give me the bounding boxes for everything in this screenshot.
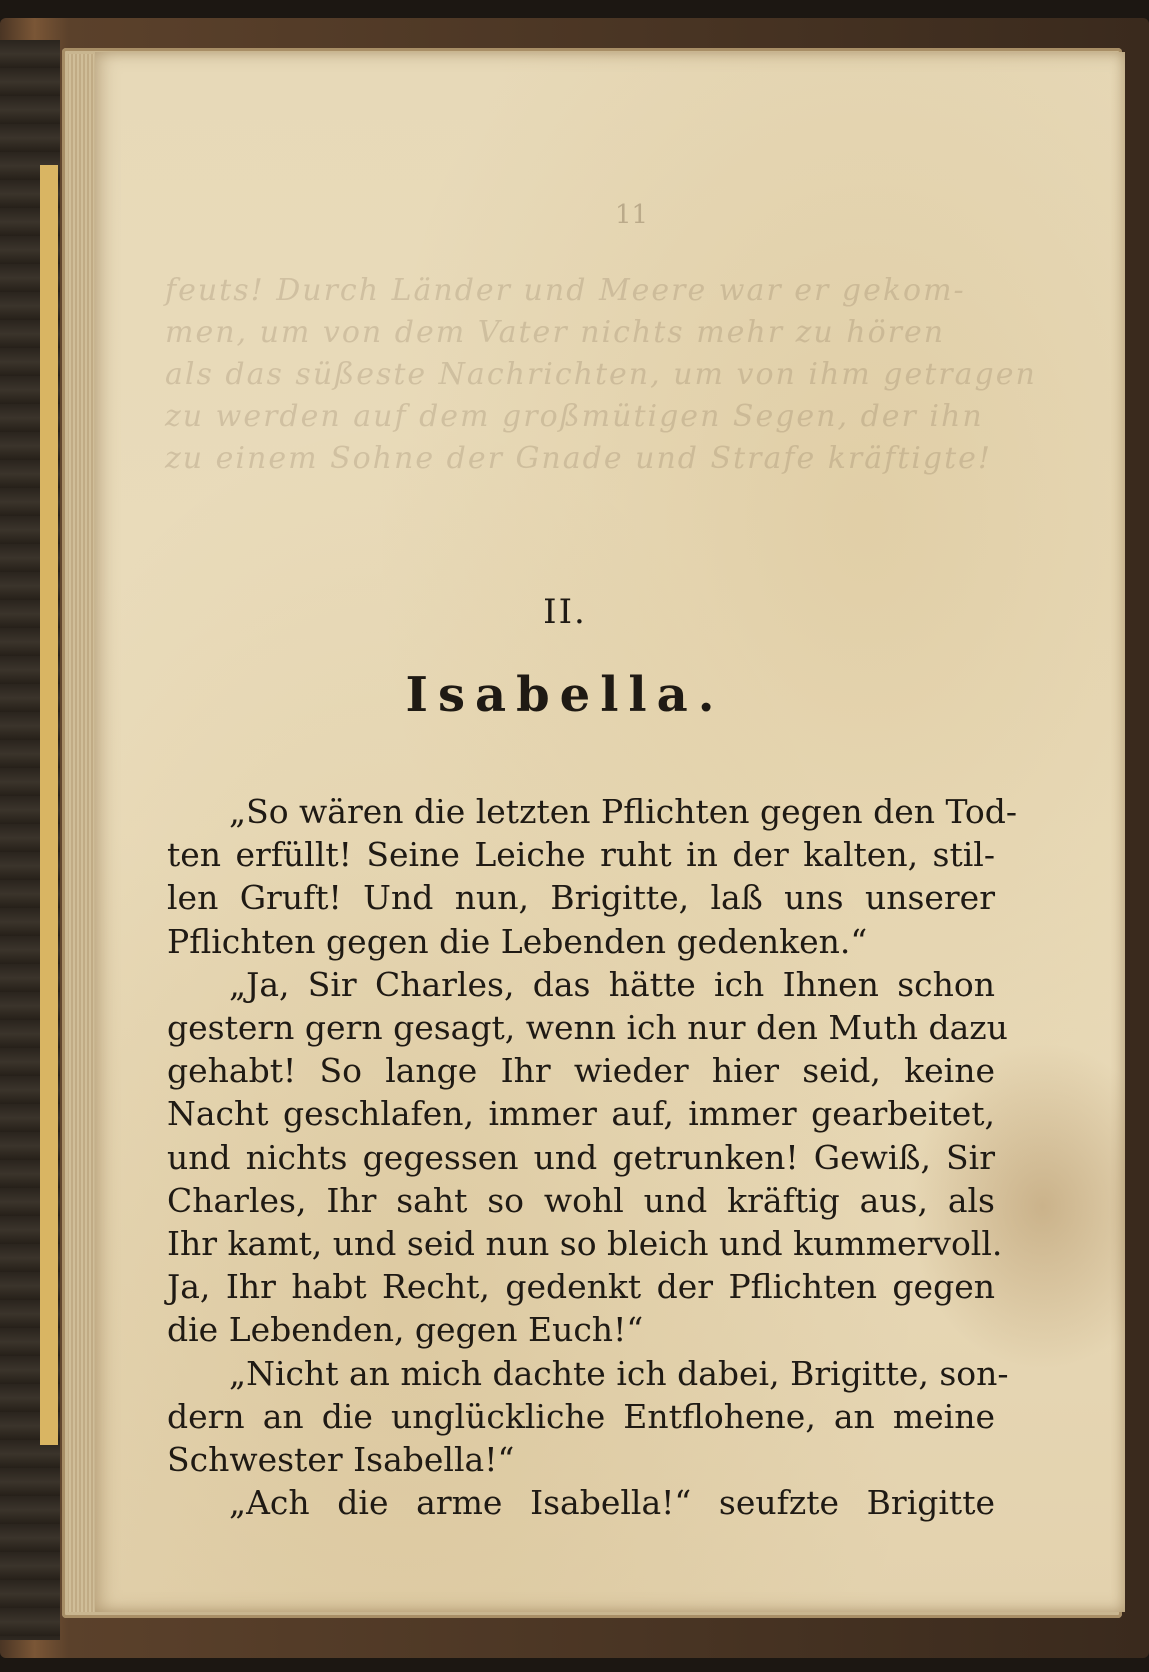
chapter-numeral: II. (543, 592, 587, 632)
text-line: gehabt! So lange Ihr wieder hier seid, keine (167, 1051, 995, 1091)
text-line: Ihr kamt, und seid nun so bleich und kummervoll. (167, 1224, 1003, 1264)
text-line: dern an die unglückliche Entflohene, an meine (167, 1396, 995, 1436)
show-through-line: feuts! Durch Länder und Meere war er gekom- (165, 273, 966, 308)
text-line: Schwester Isabella!“ (167, 1440, 515, 1480)
show-through-line: zu einem Sohne der Gnade und Strafe kräftigte! (165, 441, 992, 476)
show-through-line: zu werden auf dem großmütigen Segen, der ihn (165, 399, 984, 434)
body-text (167, 790, 1018, 1524)
page-paper (95, 52, 1125, 1612)
text-line: Nacht geschlafen, immer auf, immer gearbeitet, (167, 1094, 995, 1134)
paragraph (167, 790, 1018, 963)
text-line: gestern gern gesagt, wenn ich nur den Muth dazu (167, 1008, 1008, 1048)
text-line: und nichts gegessen und getrunken! Gewiß, Sir (167, 1137, 995, 1177)
show-through-line: men, um von dem Vater nichts mehr zu hören (165, 315, 946, 350)
show-through-line: als das süßeste Nachrichten, um von ihm getragen (165, 357, 1037, 392)
chapter-title: Isabella. (405, 667, 725, 723)
bookmark-strip (40, 165, 58, 1445)
text-line: Charles, Ihr saht so wohl und kräftig aus, als (167, 1180, 995, 1220)
text-line: len Gruft! Und nun, Brigitte, laß uns unserer (167, 878, 995, 918)
text-line: „Ach die arme Isabella!“ seufzte Brigitte (229, 1483, 995, 1523)
paragraph (167, 963, 1008, 1352)
text-line: die Lebenden, gegen Euch!“ (167, 1310, 644, 1350)
show-through-text (165, 270, 1035, 480)
text-line: ten erfüllt! Seine Leiche ruht in der kalten, stil- (167, 835, 995, 875)
paragraph (167, 1352, 1009, 1482)
text-line: „Nicht an mich dachte ich dabei, Brigitte, son- (229, 1353, 1009, 1393)
text-line: Pflichten gegen die Lebenden gedenken.“ (167, 921, 868, 961)
text-line: „Ja, Sir Charles, das hätte ich Ihnen schon (229, 964, 995, 1004)
text-line: Ja, Ihr habt Recht, gedenkt der Pflichten gegen (167, 1267, 995, 1307)
paragraph (167, 1481, 995, 1524)
text-line: „So wären die letzten Pflichten gegen den Tod- (229, 792, 1018, 831)
page-number: 11 (615, 200, 649, 230)
